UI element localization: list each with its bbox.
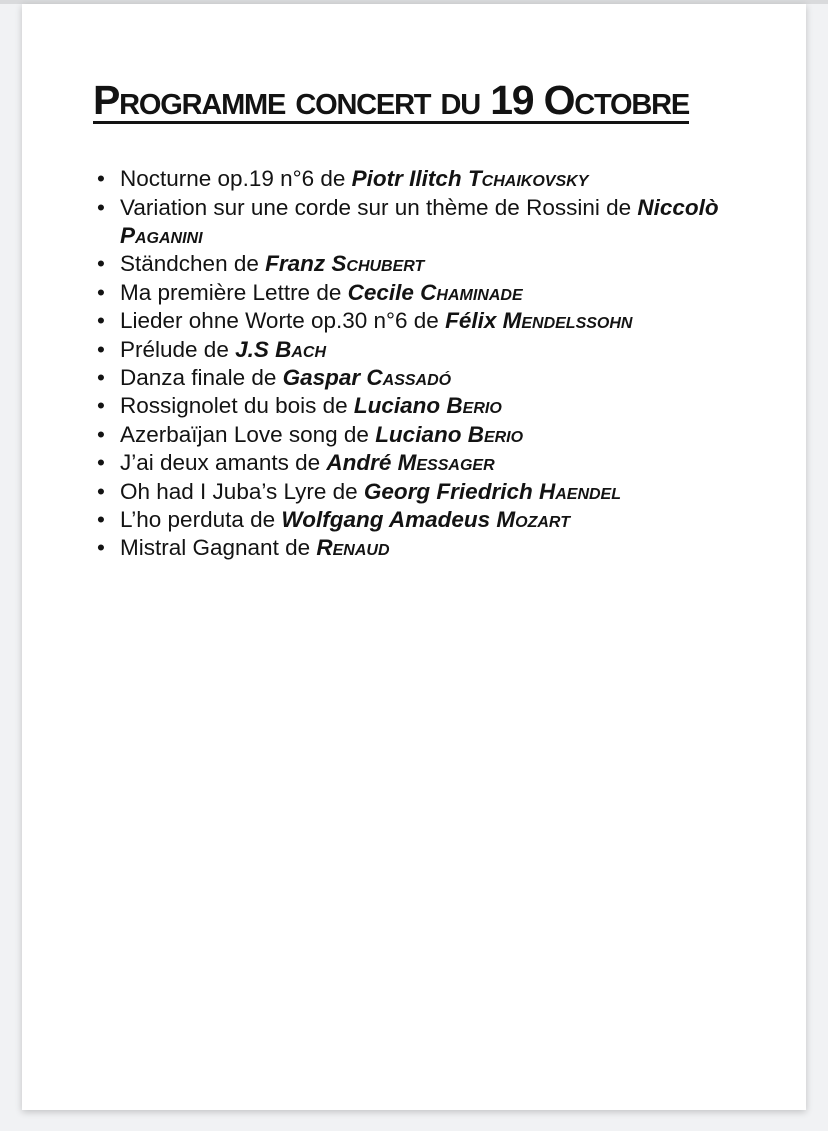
programme-item (93, 421, 750, 449)
composer-given-name: Wolfgang Amadeus (281, 507, 497, 533)
piece-title: Prélude de (120, 336, 236, 362)
composer-name (445, 308, 632, 333)
composer-name (364, 479, 621, 504)
document-page (22, 4, 806, 1110)
composer-surname: Cassadó (366, 365, 452, 391)
piece-title: Ständchen de (120, 251, 266, 277)
piece-title: Ma première Lettre de (120, 279, 348, 305)
page-title: Programme concert du 19 Octobre (93, 77, 689, 123)
composer-surname: Bach (275, 336, 327, 362)
composer-name (352, 166, 589, 191)
composer-surname: Haendel (538, 478, 621, 504)
composer-surname: Tchaikovsky (467, 166, 589, 192)
programme-item (93, 534, 750, 562)
composer-given-name: Piotr Ilitch (351, 166, 468, 192)
composer-name (235, 337, 326, 362)
piece-title: Variation sur une corde sur un thème de Rossini de (120, 194, 638, 220)
composer-surname: Messager (397, 450, 495, 476)
composer-surname: Chaminade (420, 279, 523, 305)
composer-given-name: Luciano (353, 393, 447, 419)
composer-name (375, 422, 523, 447)
composer-given-name: Luciano (375, 421, 468, 447)
piece-title: Azerbaïjan Love song de (120, 421, 376, 447)
piece-title: J’ai deux amants de (120, 450, 327, 476)
piece-title: Danza finale de (120, 365, 283, 391)
composer-given-name: Gaspar (282, 365, 367, 391)
piece-title: Mistral Gagnant de (120, 535, 317, 561)
programme-item (93, 364, 750, 392)
composer-given-name: Franz (265, 251, 332, 277)
piece-title: Nocturne op.19 n°6 de (120, 166, 352, 192)
composer-surname: Schubert (331, 251, 425, 277)
composer-given-name: Félix (445, 308, 503, 334)
programme-item (93, 165, 750, 193)
composer-name (354, 393, 502, 418)
programme-list (93, 165, 750, 563)
composer-given-name: Niccolò (637, 194, 719, 220)
programme-item (93, 392, 750, 420)
programme-item (93, 336, 750, 364)
composer-surname: Mozart (496, 507, 570, 533)
programme-item (93, 307, 750, 335)
programme-item (93, 279, 750, 307)
composer-name (326, 450, 494, 475)
composer-given-name: J.S (235, 336, 276, 362)
composer-surname: Mendelssohn (502, 308, 633, 334)
composer-surname: Renaud (316, 535, 390, 561)
programme-item (93, 506, 750, 534)
composer-given-name: Cecile (347, 279, 421, 305)
programme-item (93, 250, 750, 278)
piece-title: Oh had I Juba’s Lyre de (120, 478, 364, 504)
composer-name (283, 365, 452, 390)
programme-item (93, 449, 750, 477)
composer-name (281, 507, 570, 532)
piece-title: L’ho perduta de (120, 507, 282, 533)
composer-name (348, 280, 523, 305)
composer-given-name: Georg Friedrich (363, 478, 539, 504)
programme-item (93, 194, 750, 251)
composer-name (316, 535, 389, 560)
composer-surname: Berio (446, 393, 502, 419)
composer-surname: Berio (467, 421, 524, 447)
piece-title: Rossignolet du bois de (120, 393, 354, 419)
piece-title: Lieder ohne Worte op.30 n°6 de (120, 308, 446, 334)
composer-name (265, 251, 424, 276)
composer-surname: Paganini (120, 223, 203, 248)
programme-item (93, 478, 750, 506)
composer-given-name: André (326, 450, 398, 476)
